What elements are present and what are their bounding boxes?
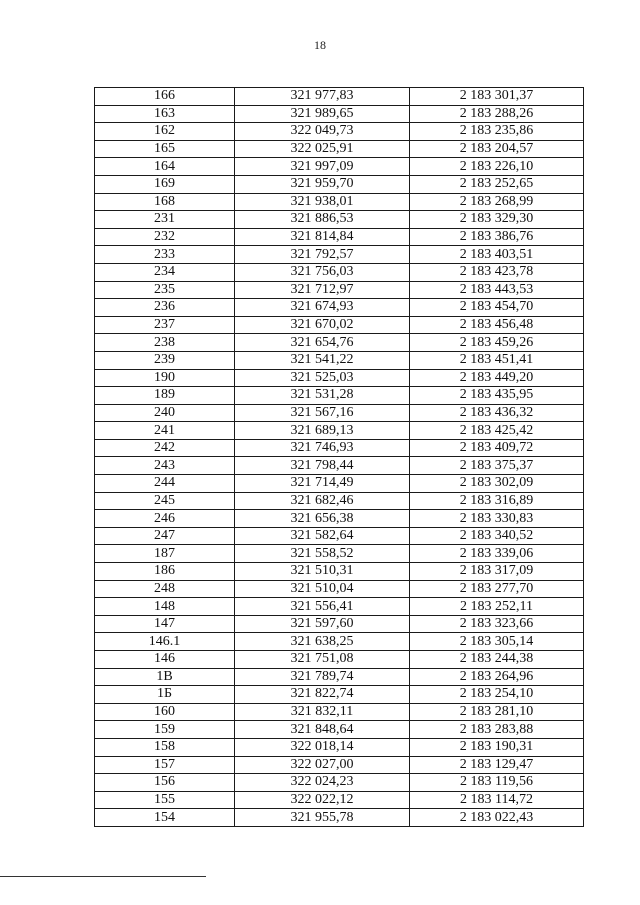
point-number-cell: 234 bbox=[95, 263, 235, 281]
table-row bbox=[95, 686, 584, 704]
table-row bbox=[95, 668, 584, 686]
table-row bbox=[95, 228, 584, 246]
y-coordinate-cell: 2 183 244,38 bbox=[410, 651, 584, 669]
y-coordinate-cell: 2 183 451,41 bbox=[410, 351, 584, 369]
table-row bbox=[95, 791, 584, 809]
x-coordinate-cell: 321 756,03 bbox=[235, 263, 410, 281]
table-row bbox=[95, 774, 584, 792]
footnote-separator bbox=[0, 876, 206, 877]
point-number-cell: 239 bbox=[95, 351, 235, 369]
coordinates-table-body bbox=[95, 88, 584, 827]
point-number-cell: 189 bbox=[95, 387, 235, 405]
table-row bbox=[95, 703, 584, 721]
x-coordinate-cell: 321 556,41 bbox=[235, 598, 410, 616]
y-coordinate-cell: 2 183 190,31 bbox=[410, 738, 584, 756]
x-coordinate-cell: 321 567,16 bbox=[235, 404, 410, 422]
point-number-cell: 244 bbox=[95, 475, 235, 493]
table-row bbox=[95, 422, 584, 440]
table-row bbox=[95, 651, 584, 669]
point-number-cell: 233 bbox=[95, 246, 235, 264]
point-number-cell: 1В bbox=[95, 668, 235, 686]
point-number-cell: 146.1 bbox=[95, 633, 235, 651]
x-coordinate-cell: 321 814,84 bbox=[235, 228, 410, 246]
point-number-cell: 242 bbox=[95, 439, 235, 457]
table-row bbox=[95, 193, 584, 211]
table-row bbox=[95, 140, 584, 158]
table-row bbox=[95, 263, 584, 281]
y-coordinate-cell: 2 183 283,88 bbox=[410, 721, 584, 739]
point-number-cell: 163 bbox=[95, 105, 235, 123]
table-row bbox=[95, 457, 584, 475]
table-row bbox=[95, 439, 584, 457]
table-row bbox=[95, 598, 584, 616]
x-coordinate-cell: 321 682,46 bbox=[235, 492, 410, 510]
table-row bbox=[95, 563, 584, 581]
coordinates-table bbox=[94, 87, 584, 827]
table-row bbox=[95, 615, 584, 633]
table-row bbox=[95, 387, 584, 405]
y-coordinate-cell: 2 183 386,76 bbox=[410, 228, 584, 246]
x-coordinate-cell: 321 714,49 bbox=[235, 475, 410, 493]
x-coordinate-cell: 322 025,91 bbox=[235, 140, 410, 158]
point-number-cell: 247 bbox=[95, 527, 235, 545]
y-coordinate-cell: 2 183 288,26 bbox=[410, 105, 584, 123]
table-row bbox=[95, 211, 584, 229]
point-number-cell: 240 bbox=[95, 404, 235, 422]
table-row bbox=[95, 175, 584, 193]
point-number-cell: 169 bbox=[95, 175, 235, 193]
x-coordinate-cell: 321 638,25 bbox=[235, 633, 410, 651]
y-coordinate-cell: 2 183 264,96 bbox=[410, 668, 584, 686]
table-row bbox=[95, 404, 584, 422]
table-row bbox=[95, 527, 584, 545]
point-number-cell: 237 bbox=[95, 316, 235, 334]
point-number-cell: 246 bbox=[95, 510, 235, 528]
y-coordinate-cell: 2 183 329,30 bbox=[410, 211, 584, 229]
y-coordinate-cell: 2 183 022,43 bbox=[410, 809, 584, 827]
point-number-cell: 1Б bbox=[95, 686, 235, 704]
point-number-cell: 158 bbox=[95, 738, 235, 756]
y-coordinate-cell: 2 183 323,66 bbox=[410, 615, 584, 633]
point-number-cell: 157 bbox=[95, 756, 235, 774]
table-row bbox=[95, 316, 584, 334]
y-coordinate-cell: 2 183 119,56 bbox=[410, 774, 584, 792]
point-number-cell: 238 bbox=[95, 334, 235, 352]
x-coordinate-cell: 321 886,53 bbox=[235, 211, 410, 229]
x-coordinate-cell: 322 024,23 bbox=[235, 774, 410, 792]
x-coordinate-cell: 321 989,65 bbox=[235, 105, 410, 123]
x-coordinate-cell: 321 746,93 bbox=[235, 439, 410, 457]
table-row bbox=[95, 492, 584, 510]
y-coordinate-cell: 2 183 281,10 bbox=[410, 703, 584, 721]
point-number-cell: 235 bbox=[95, 281, 235, 299]
y-coordinate-cell: 2 183 403,51 bbox=[410, 246, 584, 264]
point-number-cell: 186 bbox=[95, 563, 235, 581]
y-coordinate-cell: 2 183 316,89 bbox=[410, 492, 584, 510]
x-coordinate-cell: 321 525,03 bbox=[235, 369, 410, 387]
point-number-cell: 162 bbox=[95, 123, 235, 141]
y-coordinate-cell: 2 183 252,11 bbox=[410, 598, 584, 616]
point-number-cell: 243 bbox=[95, 457, 235, 475]
y-coordinate-cell: 2 183 114,72 bbox=[410, 791, 584, 809]
x-coordinate-cell: 321 558,52 bbox=[235, 545, 410, 563]
x-coordinate-cell: 321 531,28 bbox=[235, 387, 410, 405]
table-row bbox=[95, 158, 584, 176]
y-coordinate-cell: 2 183 435,95 bbox=[410, 387, 584, 405]
point-number-cell: 232 bbox=[95, 228, 235, 246]
y-coordinate-cell: 2 183 423,78 bbox=[410, 263, 584, 281]
x-coordinate-cell: 321 789,74 bbox=[235, 668, 410, 686]
y-coordinate-cell: 2 183 252,65 bbox=[410, 175, 584, 193]
point-number-cell: 160 bbox=[95, 703, 235, 721]
y-coordinate-cell: 2 183 443,53 bbox=[410, 281, 584, 299]
y-coordinate-cell: 2 183 454,70 bbox=[410, 299, 584, 317]
x-coordinate-cell: 321 670,02 bbox=[235, 316, 410, 334]
y-coordinate-cell: 2 183 254,10 bbox=[410, 686, 584, 704]
table-row bbox=[95, 105, 584, 123]
point-number-cell: 231 bbox=[95, 211, 235, 229]
point-number-cell: 241 bbox=[95, 422, 235, 440]
point-number-cell: 190 bbox=[95, 369, 235, 387]
y-coordinate-cell: 2 183 204,57 bbox=[410, 140, 584, 158]
x-coordinate-cell: 321 510,04 bbox=[235, 580, 410, 598]
y-coordinate-cell: 2 183 436,32 bbox=[410, 404, 584, 422]
y-coordinate-cell: 2 183 129,47 bbox=[410, 756, 584, 774]
table-row bbox=[95, 580, 584, 598]
x-coordinate-cell: 321 955,78 bbox=[235, 809, 410, 827]
point-number-cell: 164 bbox=[95, 158, 235, 176]
table-row bbox=[95, 299, 584, 317]
y-coordinate-cell: 2 183 317,09 bbox=[410, 563, 584, 581]
table-row bbox=[95, 545, 584, 563]
x-coordinate-cell: 321 654,76 bbox=[235, 334, 410, 352]
point-number-cell: 154 bbox=[95, 809, 235, 827]
y-coordinate-cell: 2 183 277,70 bbox=[410, 580, 584, 598]
x-coordinate-cell: 322 018,14 bbox=[235, 738, 410, 756]
table-row bbox=[95, 88, 584, 106]
table-row bbox=[95, 756, 584, 774]
x-coordinate-cell: 322 027,00 bbox=[235, 756, 410, 774]
y-coordinate-cell: 2 183 425,42 bbox=[410, 422, 584, 440]
y-coordinate-cell: 2 183 302,09 bbox=[410, 475, 584, 493]
point-number-cell: 248 bbox=[95, 580, 235, 598]
x-coordinate-cell: 321 656,38 bbox=[235, 510, 410, 528]
y-coordinate-cell: 2 183 226,10 bbox=[410, 158, 584, 176]
point-number-cell: 156 bbox=[95, 774, 235, 792]
x-coordinate-cell: 321 792,57 bbox=[235, 246, 410, 264]
x-coordinate-cell: 321 938,01 bbox=[235, 193, 410, 211]
x-coordinate-cell: 321 832,11 bbox=[235, 703, 410, 721]
table-row bbox=[95, 123, 584, 141]
point-number-cell: 236 bbox=[95, 299, 235, 317]
point-number-cell: 146 bbox=[95, 651, 235, 669]
table-row bbox=[95, 281, 584, 299]
y-coordinate-cell: 2 183 268,99 bbox=[410, 193, 584, 211]
y-coordinate-cell: 2 183 305,14 bbox=[410, 633, 584, 651]
y-coordinate-cell: 2 183 235,86 bbox=[410, 123, 584, 141]
table-row bbox=[95, 809, 584, 827]
x-coordinate-cell: 321 689,13 bbox=[235, 422, 410, 440]
y-coordinate-cell: 2 183 375,37 bbox=[410, 457, 584, 475]
table-row bbox=[95, 738, 584, 756]
x-coordinate-cell: 322 022,12 bbox=[235, 791, 410, 809]
x-coordinate-cell: 322 049,73 bbox=[235, 123, 410, 141]
table-row bbox=[95, 369, 584, 387]
point-number-cell: 165 bbox=[95, 140, 235, 158]
table-row bbox=[95, 475, 584, 493]
x-coordinate-cell: 321 959,70 bbox=[235, 175, 410, 193]
point-number-cell: 147 bbox=[95, 615, 235, 633]
page-number: 18 bbox=[314, 38, 326, 52]
x-coordinate-cell: 321 597,60 bbox=[235, 615, 410, 633]
x-coordinate-cell: 321 822,74 bbox=[235, 686, 410, 704]
x-coordinate-cell: 321 848,64 bbox=[235, 721, 410, 739]
x-coordinate-cell: 321 674,93 bbox=[235, 299, 410, 317]
x-coordinate-cell: 321 751,08 bbox=[235, 651, 410, 669]
point-number-cell: 159 bbox=[95, 721, 235, 739]
point-number-cell: 245 bbox=[95, 492, 235, 510]
table-row bbox=[95, 721, 584, 739]
y-coordinate-cell: 2 183 459,26 bbox=[410, 334, 584, 352]
y-coordinate-cell: 2 183 301,37 bbox=[410, 88, 584, 106]
x-coordinate-cell: 321 541,22 bbox=[235, 351, 410, 369]
y-coordinate-cell: 2 183 340,52 bbox=[410, 527, 584, 545]
table-row bbox=[95, 351, 584, 369]
table-row bbox=[95, 334, 584, 352]
y-coordinate-cell: 2 183 449,20 bbox=[410, 369, 584, 387]
y-coordinate-cell: 2 183 330,83 bbox=[410, 510, 584, 528]
table-row bbox=[95, 246, 584, 264]
y-coordinate-cell: 2 183 409,72 bbox=[410, 439, 584, 457]
x-coordinate-cell: 321 997,09 bbox=[235, 158, 410, 176]
point-number-cell: 166 bbox=[95, 88, 235, 106]
x-coordinate-cell: 321 798,44 bbox=[235, 457, 410, 475]
table-row bbox=[95, 510, 584, 528]
point-number-cell: 148 bbox=[95, 598, 235, 616]
point-number-cell: 155 bbox=[95, 791, 235, 809]
y-coordinate-cell: 2 183 456,48 bbox=[410, 316, 584, 334]
x-coordinate-cell: 321 582,64 bbox=[235, 527, 410, 545]
point-number-cell: 187 bbox=[95, 545, 235, 563]
x-coordinate-cell: 321 510,31 bbox=[235, 563, 410, 581]
x-coordinate-cell: 321 977,83 bbox=[235, 88, 410, 106]
x-coordinate-cell: 321 712,97 bbox=[235, 281, 410, 299]
y-coordinate-cell: 2 183 339,06 bbox=[410, 545, 584, 563]
table-row bbox=[95, 633, 584, 651]
point-number-cell: 168 bbox=[95, 193, 235, 211]
